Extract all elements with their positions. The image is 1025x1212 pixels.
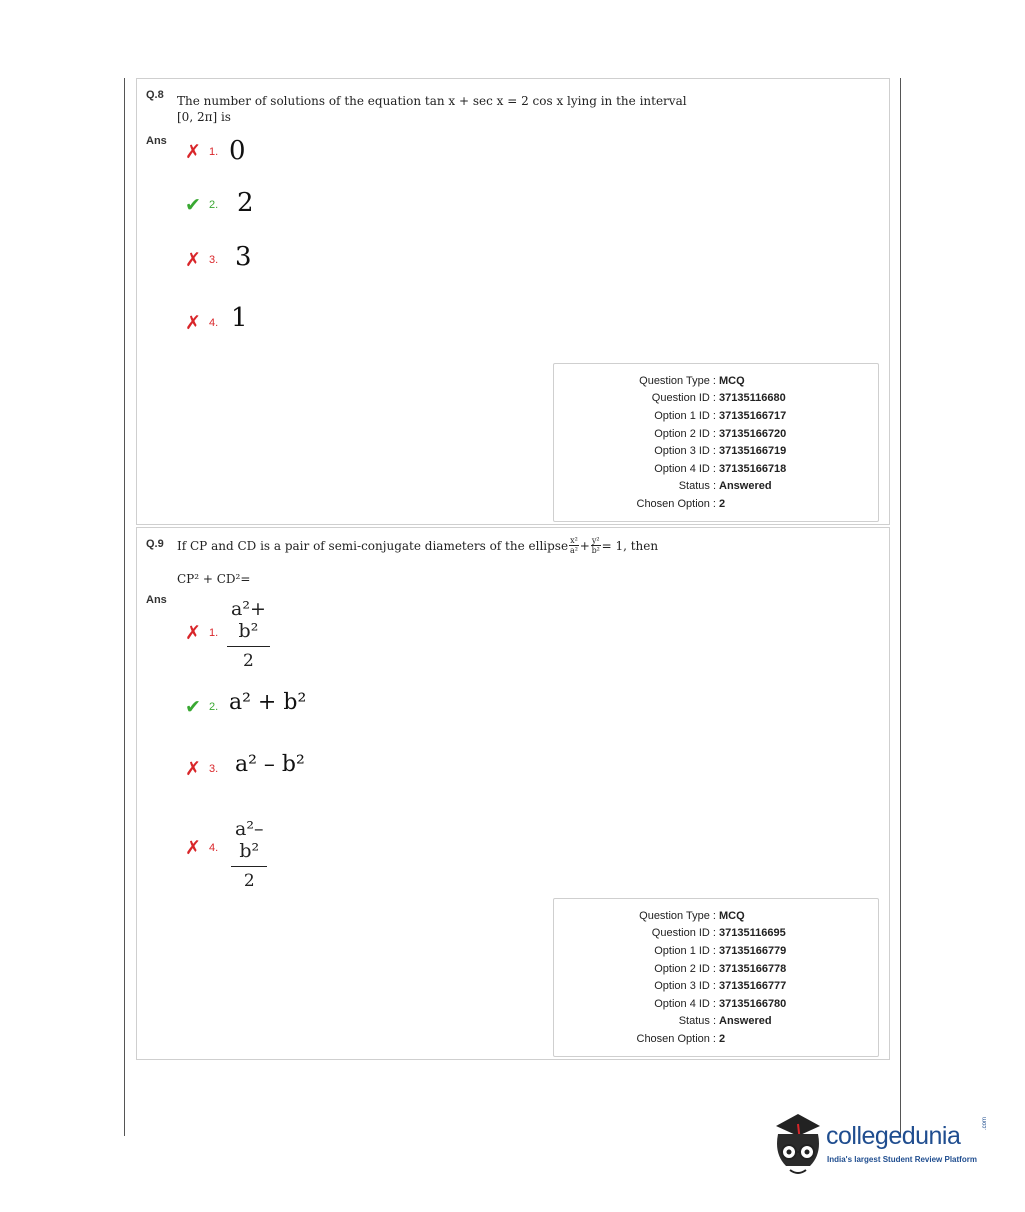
- meta-row: Option 3 ID : 37135166719: [654, 445, 787, 458]
- option-fraction: $\frac{\text{a²– b²}}{2}$: [231, 818, 267, 891]
- option-number: 1.: [209, 627, 219, 639]
- meta-row: Status : Answered: [678, 480, 772, 493]
- meta-row: Option 3 ID : 37135166777: [654, 980, 787, 993]
- meta-row: Option 1 ID : 37135166717: [654, 409, 787, 422]
- brand-tagline: India's largest Student Review Platform: [827, 1155, 977, 1164]
- meta-row: Chosen Option : 2: [636, 1032, 726, 1045]
- option-number: 4.: [209, 317, 219, 329]
- mascot-icon: [768, 1104, 828, 1184]
- answer-label: Ans: [146, 594, 167, 606]
- meta-row: Question Type : MCQ: [639, 374, 745, 387]
- meta-row: Status : Answered: [678, 1015, 772, 1028]
- option-number: 4.: [209, 842, 219, 854]
- question-number: Q.8: [146, 89, 164, 101]
- question-8-card: [136, 78, 890, 525]
- option-value: 1: [231, 303, 248, 333]
- option-number: 3.: [209, 254, 219, 266]
- cross-mark-icon: ✗: [185, 141, 201, 163]
- option-value: 2: [237, 188, 254, 218]
- meta-row: Question ID : 37135116695: [651, 927, 786, 940]
- meta-row: Option 2 ID : 37135166720: [654, 427, 787, 440]
- option-number: 2.: [209, 701, 219, 713]
- question-text-line2: CP² + CD²=: [177, 572, 251, 586]
- question-9-card: [136, 527, 890, 1060]
- meta-row: Option 4 ID : 37135166718: [654, 462, 787, 475]
- check-mark-icon: ✔: [185, 696, 201, 718]
- answer-label: Ans: [146, 135, 167, 147]
- meta-row: Option 2 ID : 37135166778: [654, 962, 787, 975]
- ellipse-x-fraction: $\frac{\text{x²}}{\text{a²}}$: [569, 536, 578, 555]
- option-number: 2.: [209, 199, 219, 211]
- option-fraction: $\frac{\text{a²+ b²}}{2}$: [227, 598, 270, 671]
- question-text-line2: [0, 2π] is: [177, 110, 231, 124]
- option-number: 1.: [209, 146, 219, 158]
- option-value: 0: [229, 136, 246, 166]
- question-meta-panel: [553, 363, 879, 522]
- meta-row: Question ID : 37135116680: [651, 392, 786, 405]
- question-meta-panel: [553, 898, 879, 1057]
- brand-name: collegedunia: [826, 1122, 961, 1150]
- brand-suffix: .com: [982, 1116, 988, 1130]
- option-value: a² – b²: [235, 752, 305, 777]
- meta-row: Option 1 ID : 37135166779: [654, 944, 787, 957]
- right-border-line: [900, 78, 901, 1136]
- option-value: 3: [235, 242, 252, 272]
- meta-row: Chosen Option : 2: [636, 497, 726, 510]
- check-mark-icon: ✔: [185, 194, 201, 216]
- cross-mark-icon: ✗: [185, 622, 201, 644]
- meta-row: Option 4 ID : 37135166780: [654, 997, 787, 1010]
- cross-mark-icon: ✗: [185, 837, 201, 859]
- option-number: 3.: [209, 763, 219, 775]
- meta-row: Question Type : MCQ: [639, 909, 745, 922]
- option-value: a² + b²: [229, 690, 307, 715]
- collegedunia-logo[interactable]: [768, 1104, 998, 1184]
- cross-mark-icon: ✗: [185, 312, 201, 334]
- question-text-line1: The number of solutions of the equation tan x + sec x = 2 cos x lying in the interval: [177, 94, 687, 108]
- ellipse-y-fraction: $\frac{\text{y²}}{\text{b²}}$: [591, 536, 600, 555]
- left-border-line: [124, 78, 125, 1136]
- question-number: Q.9: [146, 538, 164, 550]
- cross-mark-icon: ✗: [185, 249, 201, 271]
- cross-mark-icon: ✗: [185, 758, 201, 780]
- question-text-line1: If CP and CD is a pair of semi-conjugate diameters of the ellipse $\frac{\text{x²}}{\text{a²}}$ + $\frac{\text{y²}}{\text{b²}}$ = 1, then: [177, 536, 659, 555]
